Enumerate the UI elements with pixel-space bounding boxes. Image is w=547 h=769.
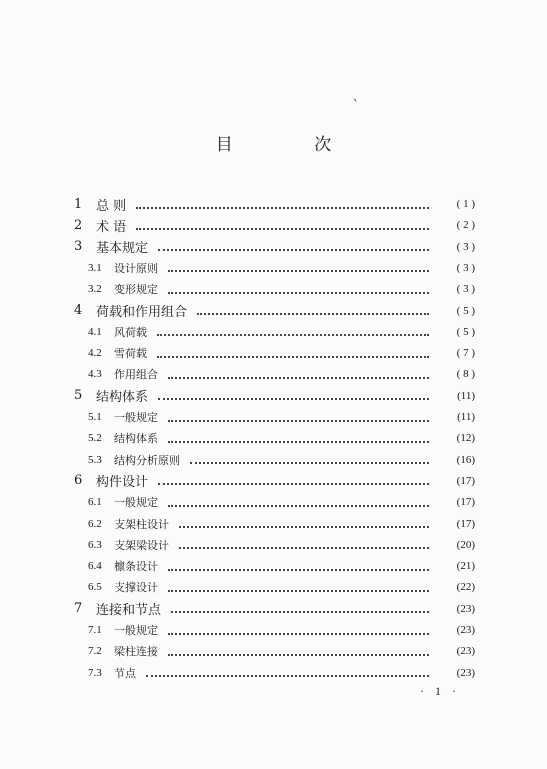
toc-entry xyxy=(74,599,475,619)
toc-entry-number: 2 xyxy=(74,217,83,233)
toc-entry-label: 结构体系 xyxy=(96,390,149,406)
toc-entry-label: 总 则 xyxy=(96,198,127,214)
toc-entry-number: 4 xyxy=(74,303,83,318)
toc-entry-number: 4.3 xyxy=(88,368,102,381)
dot-leader xyxy=(171,610,429,613)
dot-leader xyxy=(136,227,429,230)
dot-leader xyxy=(146,674,429,677)
toc-entry-label: 节点 xyxy=(114,666,136,680)
toc-entry xyxy=(74,237,475,257)
toc-entry xyxy=(88,492,475,512)
dot-leader xyxy=(179,525,429,528)
toc-entry-label: 作用组合 xyxy=(114,368,158,382)
toc-entry xyxy=(88,620,475,640)
toc-entry-number: 5.3 xyxy=(88,453,102,466)
toc-entry-label: 雪荷载 xyxy=(114,347,147,361)
stray-mark: 、 xyxy=(353,90,364,103)
page-title: 目 次 xyxy=(215,135,370,155)
toc-entry xyxy=(88,343,475,363)
toc-entry-page: (17) xyxy=(456,496,475,509)
toc-entry-label: 构件设计 xyxy=(96,475,149,491)
toc-entry-page: (23) xyxy=(456,645,475,658)
toc-entry-label: 檩条设计 xyxy=(114,560,158,574)
toc-entry-page: ( 3 ) xyxy=(456,261,475,274)
dot-leader xyxy=(136,206,429,209)
toc-entry xyxy=(88,407,475,427)
toc-entry xyxy=(88,514,475,534)
toc-entry-page: ( 2 ) xyxy=(456,219,475,232)
toc-entry-label: 一般规定 xyxy=(114,496,158,510)
toc-entry-page: ( 1 ) xyxy=(456,198,475,210)
toc-entry-number: 1 xyxy=(74,196,83,212)
dot-leader xyxy=(158,482,429,485)
toc-entry-page: ( 3 ) xyxy=(456,283,475,296)
dot-leader xyxy=(168,632,429,635)
toc-entry xyxy=(74,194,475,214)
toc-entry-label: 结构分析原则 xyxy=(114,453,180,467)
dot-leader xyxy=(168,269,429,272)
toc-entry-page: ( 3 ) xyxy=(456,240,475,253)
toc-entry-page: (17) xyxy=(456,517,475,530)
toc-entry-label: 荷载和作用组合 xyxy=(96,305,188,320)
toc-entry xyxy=(88,556,475,576)
toc-entry-number: 7 xyxy=(74,601,83,617)
dot-leader xyxy=(168,419,429,422)
toc-entry-number: 6.5 xyxy=(88,581,102,594)
dot-leader xyxy=(168,376,429,379)
toc-entry-number: 7.3 xyxy=(88,666,102,679)
dot-leader xyxy=(179,546,429,549)
toc-entry-label: 设计原则 xyxy=(114,261,158,275)
toc-entry xyxy=(88,258,475,278)
toc-entry-page: (21) xyxy=(456,560,475,573)
dot-leader xyxy=(168,653,429,656)
toc-entry-number: 6.2 xyxy=(88,517,102,530)
toc-entry xyxy=(88,663,475,683)
toc-entry-number: 6 xyxy=(74,473,83,489)
toc-entry-number: 7.1 xyxy=(88,624,102,636)
dot-leader xyxy=(168,291,429,294)
toc-entry-number: 6.1 xyxy=(88,496,102,509)
dot-leader xyxy=(168,504,429,507)
toc-entry xyxy=(74,386,475,406)
toc-entry xyxy=(88,364,475,384)
toc-entry-page: (23) xyxy=(456,602,475,615)
toc-entry-number: 6.4 xyxy=(88,560,102,573)
toc-entry-page: ( 5 ) xyxy=(456,325,475,338)
toc-entry xyxy=(74,301,475,321)
toc-entry-page: (23) xyxy=(456,666,475,679)
toc-entry-number: 4.2 xyxy=(88,347,102,360)
toc-entry xyxy=(88,641,475,661)
toc-entry-page: (22) xyxy=(456,581,475,594)
toc-entry-number: 4.1 xyxy=(88,325,102,338)
toc-entry-page: ( 5 ) xyxy=(456,304,475,317)
toc-entry-page: (12) xyxy=(456,432,475,445)
dot-leader xyxy=(158,248,429,251)
toc-entry-label: 结构体系 xyxy=(114,432,158,446)
toc-entry-label: 一般规定 xyxy=(114,411,158,424)
toc-entry xyxy=(88,428,475,448)
toc-entry-label: 梁柱连接 xyxy=(114,645,158,659)
toc-entry-page: (20) xyxy=(456,538,475,551)
toc-entry-page: (11) xyxy=(457,389,475,402)
toc-entry-label: 变形规定 xyxy=(114,283,158,297)
toc-entry-label: 支架梁设计 xyxy=(114,538,169,552)
toc-entry xyxy=(88,450,475,470)
dot-leader xyxy=(157,355,429,358)
toc-entry xyxy=(88,577,475,597)
toc-entry-number: 7.2 xyxy=(88,645,102,658)
toc-entry-page: (11) xyxy=(457,411,475,423)
toc-entry-label: 一般规定 xyxy=(114,624,158,637)
dot-leader xyxy=(168,440,429,443)
toc-entry-number: 5.1 xyxy=(88,411,102,423)
toc-entry-page: (23) xyxy=(456,624,475,636)
page-number: · 1 · xyxy=(420,684,460,698)
dot-leader xyxy=(168,589,429,592)
toc-entry xyxy=(88,279,475,299)
toc-entry-number: 6.3 xyxy=(88,538,102,551)
dot-leader xyxy=(157,333,429,336)
toc-entry-label: 支架柱设计 xyxy=(114,517,169,531)
toc-entry xyxy=(74,215,475,235)
dot-leader xyxy=(190,461,429,464)
toc-entry-number: 5 xyxy=(74,388,83,404)
toc-entry-label: 支撑设计 xyxy=(114,581,158,595)
toc-entry xyxy=(74,471,475,491)
toc-entry-page: (17) xyxy=(456,474,475,487)
toc-entry xyxy=(88,322,475,342)
toc-entry-label: 术 语 xyxy=(96,219,127,235)
toc-entry-number: 5.2 xyxy=(88,432,102,445)
toc-entry-page: ( 7 ) xyxy=(456,347,475,360)
dot-leader xyxy=(158,397,429,400)
toc-entry-number: 3.1 xyxy=(88,261,102,274)
toc-entry-label: 连接和节点 xyxy=(96,603,162,619)
toc-entry-number: 3.2 xyxy=(88,283,102,296)
dot-leader xyxy=(197,312,429,315)
toc-entry-page: (16) xyxy=(456,453,475,466)
toc-entry-number: 3 xyxy=(74,239,83,255)
dot-leader xyxy=(168,568,429,571)
toc-entry-page: ( 8 ) xyxy=(456,368,475,381)
toc-entry-label: 基本规定 xyxy=(96,241,149,257)
toc-entry-label: 风荷载 xyxy=(114,325,147,339)
toc-entry xyxy=(88,535,475,555)
